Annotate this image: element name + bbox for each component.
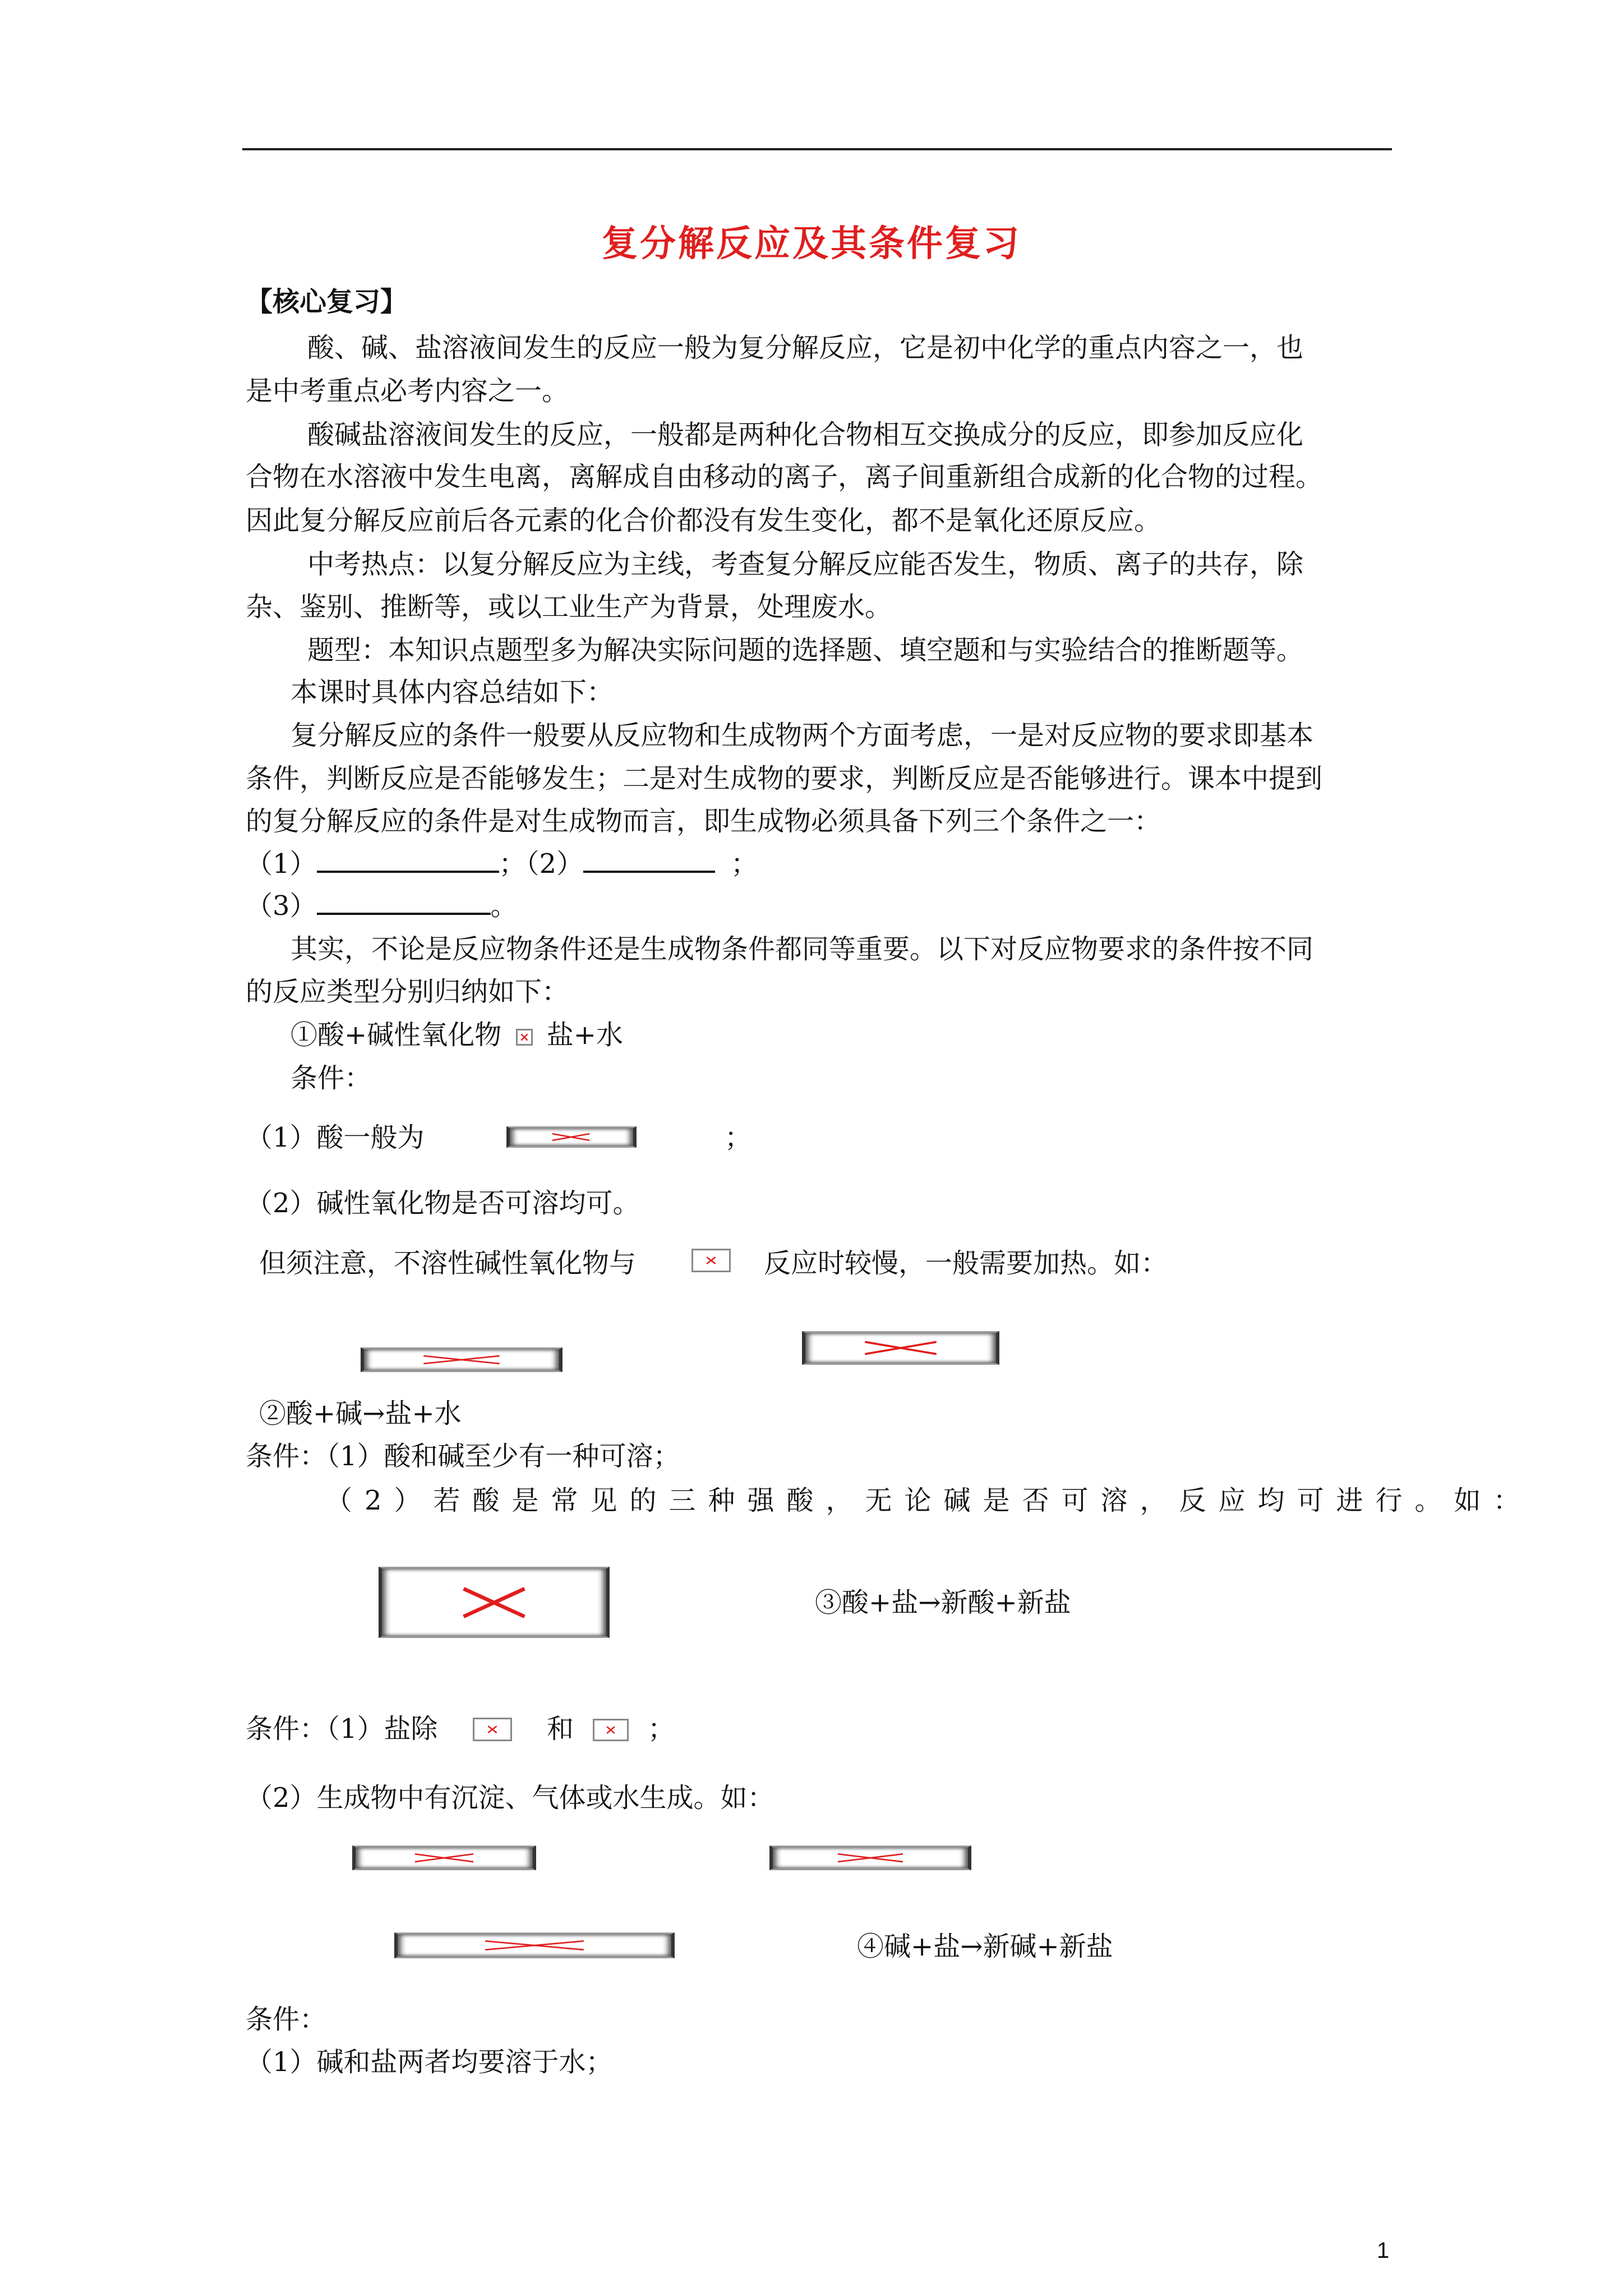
reaction-1-condition-label: 条件：: [291, 1062, 372, 1094]
broken-image-icon: [398, 1934, 671, 1957]
paragraph-5: 本课时具体内容总结如下：: [291, 677, 614, 708]
paragraph-7-line-2: 的反应类型分别归纳如下：: [246, 976, 569, 1007]
broken-image-icon: [516, 1029, 533, 1046]
reaction-1-condition-2: （2）碱性氧化物是否可溶均可。: [246, 1188, 640, 1219]
fill-blank-1[interactable]: [317, 848, 499, 873]
reaction-4-condition-1: （1）碱和盐两者均要溶于水；: [246, 2046, 613, 2078]
broken-image-icon: [382, 1568, 606, 1636]
broken-image-icon: [593, 1719, 629, 1741]
reaction-1-condition-1-end: ；: [725, 1122, 752, 1153]
paragraph-6-line-1: 复分解反应的条件一般要从反应物和生成物两个方面考虑，一是对反应物的要求即基本: [291, 720, 1314, 751]
reaction-1-heading: [291, 1018, 623, 1052]
broken-image-icon: [805, 1333, 996, 1363]
blank-3-prefix: （3）: [246, 890, 317, 922]
section-heading: 【核心复习】: [246, 286, 408, 318]
broken-image-placeholder: [361, 1347, 562, 1372]
reaction-1-heading-right: 盐+水: [546, 1019, 623, 1051]
broken-image-icon: [510, 1128, 633, 1146]
reaction-4-condition-label: 条件：: [246, 2004, 327, 2035]
header-rule: [242, 148, 1392, 150]
broken-image-icon: [773, 1847, 968, 1869]
paragraph-7-line-1: 其实，不论是反应物条件还是生成物条件都同等重要。以下对反应物要求的条件按不同: [291, 933, 1314, 965]
broken-image-placeholder: [352, 1846, 536, 1870]
broken-image-icon: [691, 1249, 731, 1272]
fill-blank-2[interactable]: [583, 848, 715, 873]
paragraph-2-line-3: 因此复分解反应前后各元素的化合价都没有发生变化，都不是氧化还原反应。: [246, 505, 1161, 536]
broken-image-icon: [356, 1847, 533, 1869]
reaction-3-heading: ③酸+盐→新酸+新盐: [815, 1587, 1071, 1618]
broken-image-placeholder: [769, 1846, 971, 1870]
reaction-3-condition-1-and: 和: [547, 1713, 574, 1745]
broken-image-placeholder: [379, 1567, 610, 1638]
blank-1-suffix: ；（2）: [499, 848, 584, 880]
reaction-3-condition-1-end: ；: [648, 1713, 675, 1745]
reaction-3-condition-2: （2）生成物中有沉淀、气体或水生成。如：: [246, 1782, 774, 1814]
blank-line-1: [246, 847, 758, 881]
broken-image-placeholder: [802, 1331, 999, 1365]
paragraph-2-line-2: 合物在水溶液中发生电离，离解成自由移动的离子，离子间重新组合成新的化合物的过程。: [246, 461, 1323, 493]
reaction-2-condition-1: 条件：（1）酸和碱至少有一种可溶；: [246, 1441, 680, 1472]
reaction-2-heading: ②酸+碱→盐+水: [259, 1398, 462, 1429]
page-title: 复分解反应及其条件复习: [602, 223, 1021, 265]
reaction-1-note-end: 反应时较慢，一般需要加热。如：: [764, 1248, 1168, 1279]
paragraph-3-line-1: 中考热点：以复分解反应为主线，考查复分解反应能否发生，物质、离子的共存，除: [307, 549, 1304, 580]
blank-2-suffix: ；: [731, 848, 758, 880]
paragraph-1-line-2: 是中考重点必考内容之一。: [246, 375, 569, 407]
paragraph-3-line-2: 杂、鉴别、推断等，或以工业生产为背景，处理废水。: [246, 591, 892, 623]
broken-image-placeholder: [394, 1932, 675, 1958]
fill-blank-3[interactable]: [317, 890, 491, 915]
reaction-1-note-start: 但须注意，不溶性碱性氧化物与: [259, 1248, 637, 1279]
reaction-1-condition-1: （1）酸一般为: [246, 1122, 425, 1153]
broken-image-placeholder: [506, 1126, 637, 1148]
paragraph-6-line-3: 的复分解反应的条件是对生成物而言，即生成物必须具备下列三个条件之一：: [246, 806, 1161, 837]
broken-image-icon: [473, 1718, 512, 1741]
broken-image-icon: [364, 1349, 559, 1370]
blank-3-suffix: 。: [490, 890, 518, 922]
reaction-1-heading-left: ①酸+碱性氧化物: [291, 1019, 502, 1051]
paragraph-6-line-2: 条件，判断反应是否能够发生；二是对生成物的要求，判断反应是否能够进行。课本中提到: [246, 763, 1323, 794]
reaction-4-heading: ④碱+盐→新碱+新盐: [857, 1931, 1113, 1962]
paragraph-1-line-1: 酸、碱、盐溶液间发生的反应一般为复分解反应，它是初中化学的重点内容之一，也: [307, 332, 1304, 364]
blank-1-prefix: （1）: [246, 848, 317, 880]
paragraph-4: 题型：本知识点题型多为解决实际问题的选择题、填空题和与实验结合的推断题等。: [307, 634, 1304, 666]
page-number: 1: [1377, 2238, 1390, 2263]
blank-line-2: [246, 889, 518, 923]
paragraph-2-line-1: 酸碱盐溶液间发生的反应，一般都是两种化合物相互交换成分的反应，即参加反应化: [307, 419, 1304, 450]
reaction-3-condition-1-start: 条件：（1）盐除: [246, 1713, 438, 1745]
reaction-2-condition-2: （2）若酸是常见的三种强酸，无论碱是否可溶，反应均可进行。如：: [325, 1485, 1533, 1516]
